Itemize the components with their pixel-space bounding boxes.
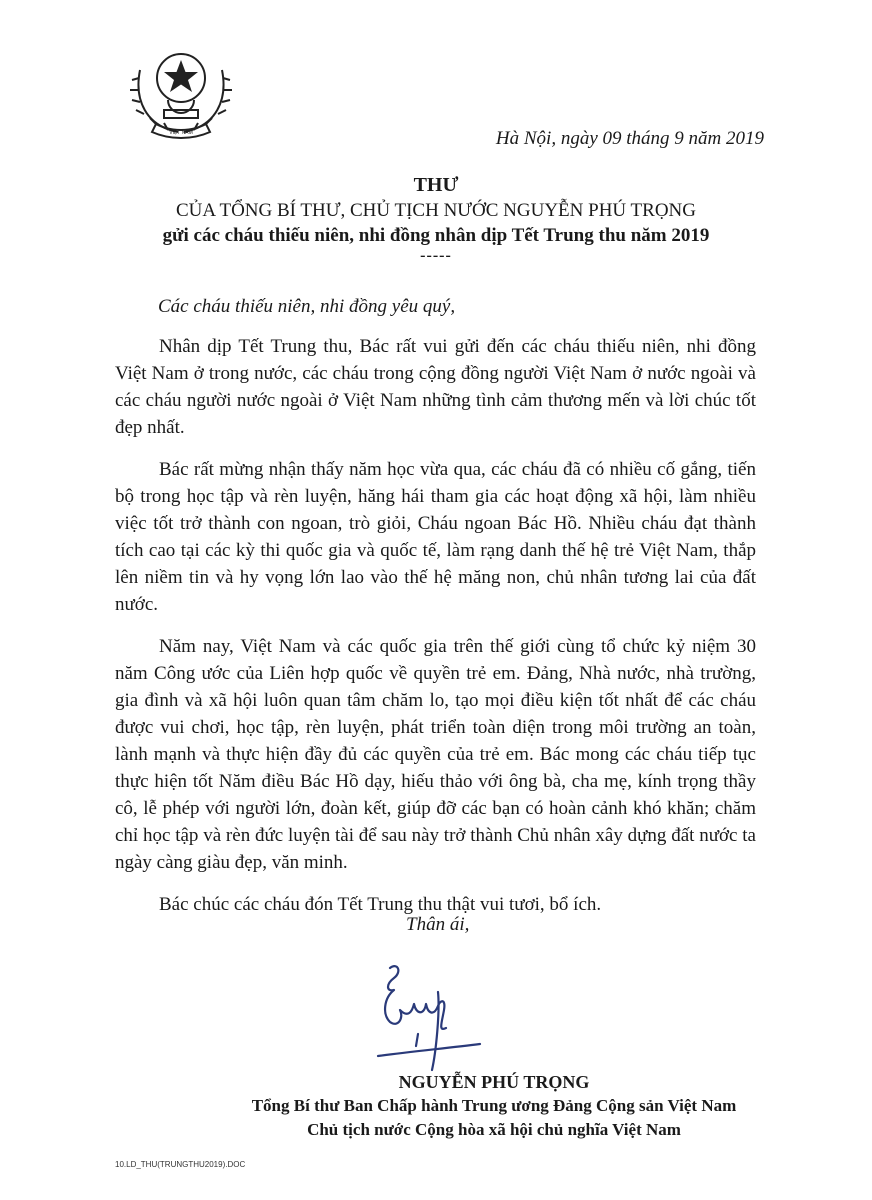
- signer-role-1: Tổng Bí thư Ban Chấp hành Trung ương Đảng Cộng sản Việt Nam: [251, 1096, 737, 1115]
- file-code: 10.LD_THU(TRUNGTHU2019).DOC: [115, 1160, 246, 1169]
- signer-role-2: Chủ tịch nước Cộng hòa xã hội chủ nghĩa Việt Nam: [307, 1120, 681, 1139]
- svg-text:VIỆT NAM: VIỆT NAM: [169, 130, 193, 136]
- date-line: Hà Nội, ngày 09 tháng 9 năm 2019: [495, 128, 764, 149]
- paragraph: Nhân dịp Tết Trung thu, Bác rất vui gửi đến các cháu thiếu niên, nhi đồng Việt Nam ở trong nước, các cháu trong cộng đồng người Việt Nam ở nước ngoài và các cháu người nước ngoài ở Việt Nam những tình cảm thương mến và lời chúc tốt đẹp nhất.: [115, 336, 756, 438]
- heading-divider: -----: [420, 247, 452, 264]
- national-emblem-icon: [126, 40, 236, 144]
- signer-name: NGUYỄN PHÚ TRỌNG: [398, 1072, 590, 1092]
- letter-heading: [0, 172, 872, 264]
- paragraph: Năm nay, Việt Nam và các quốc gia trên thế giới cùng tổ chức kỷ niệm 30 năm Công ước của Liên hợp quốc về quyền trẻ em. Đảng, Nhà nước, nhà trường, gia đình và xã hội luôn quan tâm chăm lo, tạo mọi điều kiện tốt nhất để các cháu được vui chơi, học tập, rèn luyện, phát triển toàn diện trong môi trường an toàn, lành mạnh và thực hiện đầy đủ các quyền của trẻ em. Bác mong các cháu tiếp tục thực hiện tốt Năm điều Bác Hồ dạy, hiếu thảo với ông bà, cha mẹ, kính trọng thầy cô, lễ phép với người lớn, đoàn kết, giúp đỡ các bạn có hoàn cảnh khó khăn; chăm chỉ học tập và rèn đức luyện tài để sau này trở thành Chủ nhân xây dựng đất nước ta ngày càng giàu đẹp, văn minh.: [115, 636, 756, 873]
- letter-body: [115, 333, 756, 933]
- letter-from: CỦA TỔNG BÍ THƯ, CHỦ TỊCH NƯỚC NGUYỄN PHÚ TRỌNG: [176, 200, 696, 221]
- paragraph: Bác chúc các cháu đón Tết Trung thu thật vui tươi, bổ ích.: [159, 894, 602, 915]
- salutation: Các cháu thiếu niên, nhi đồng yêu quý,: [158, 296, 456, 317]
- paragraph: Bác rất mừng nhận thấy năm học vừa qua, các cháu đã có nhiều cố gắng, tiến bộ trong học tập và rèn luyện, hăng hái tham gia các hoạt động xã hội, làm nhiều việc tốt trở thành con ngoan, trò giỏi, Cháu ngoan Bác Hồ. Nhiều cháu đạt thành tích cao tại các kỳ thi quốc gia và quốc tế, làm rạng danh thế hệ trẻ Việt Nam, thắp lên niềm tin và hy vọng lớn lao vào thế hệ măng non, chủ nhân tương lai của đất nước.: [115, 459, 756, 615]
- handwritten-signature: [368, 952, 488, 1072]
- letter-title: THƯ: [413, 174, 459, 196]
- closing: Thân ái,: [406, 914, 470, 935]
- letter-subject: gửi các cháu thiếu niên, nhi đồng nhân dịp Tết Trung thu năm 2019: [162, 225, 710, 246]
- signer-block: [0, 1070, 872, 1142]
